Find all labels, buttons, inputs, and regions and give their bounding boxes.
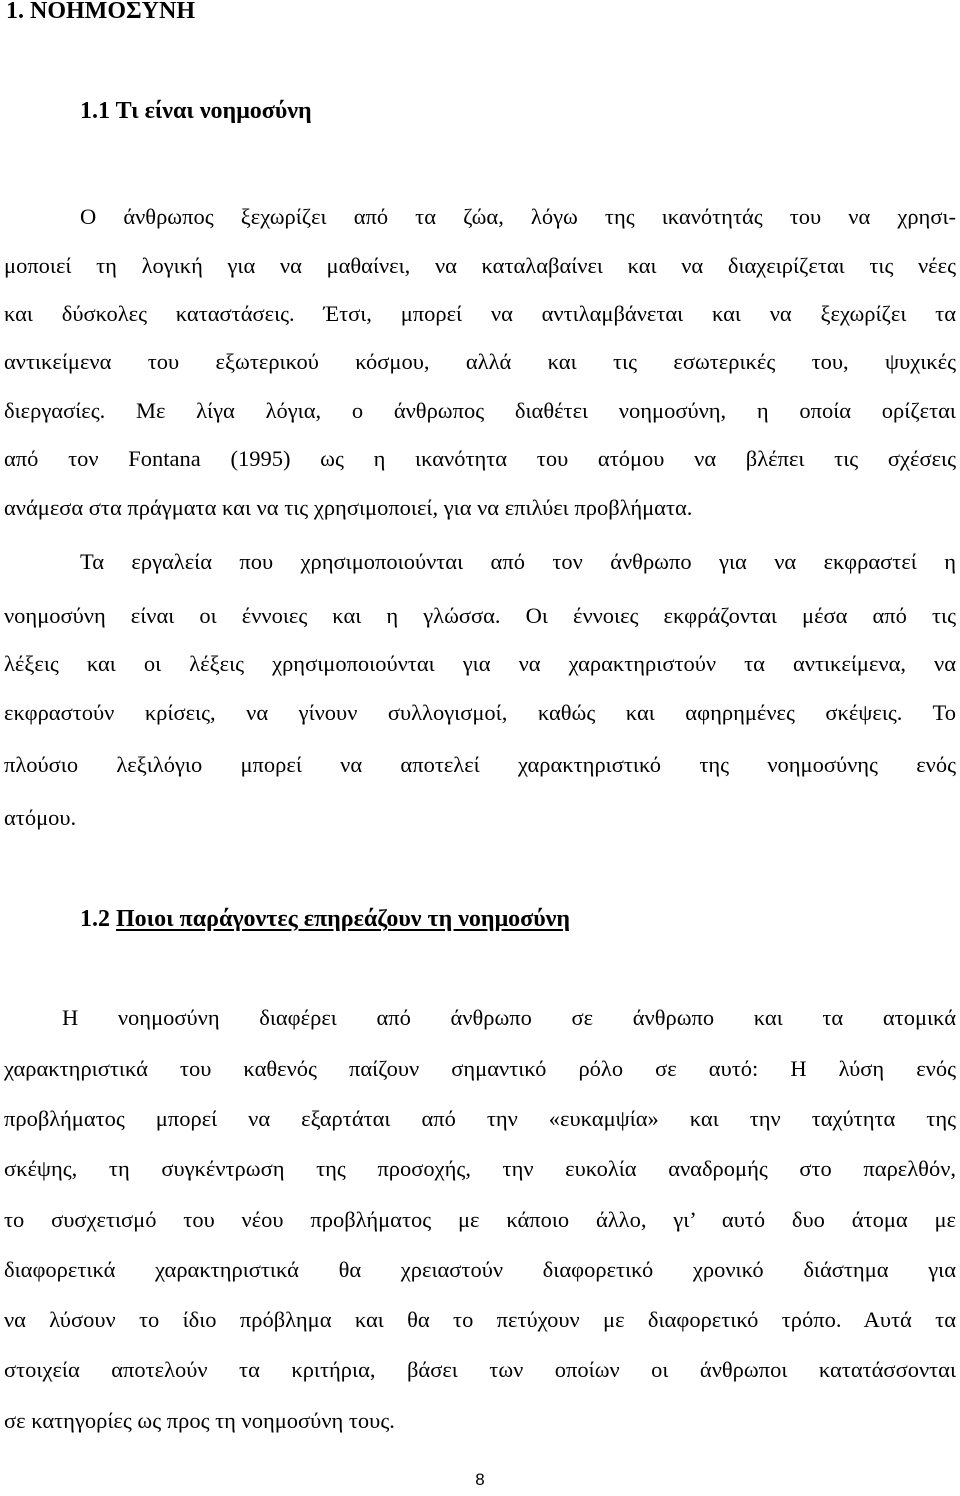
- body-line: χαρακτηριστικά του καθενός παίζουν σημαντικό ρόλο σε αυτό: Η λύση ενός: [4, 1056, 956, 1081]
- body-line: διεργασίες. Με λίγα λόγια, ο άνθρωπος διαθέτει νοημοσύνη, η οποία ορίζεται: [4, 398, 956, 423]
- body-line: από τον Fontana (1995) ως η ικανότητα του ατόμου να βλέπει τις σχέσεις: [4, 446, 956, 471]
- body-line: εκφραστούν κρίσεις, να γίνουν συλλογισμοί, καθώς και αφηρημένες σκέψεις. Το: [4, 700, 956, 725]
- body-line: και δύσκολες καταστάσεις. Έτσι, μπορεί να αντιλαμβάνεται και να ξεχωρίζει τα: [4, 301, 956, 326]
- body-line: Τα εργαλεία που χρησιμοποιούνται από τον άνθρωπο για να εκφραστεί η: [80, 549, 956, 574]
- body-line: νοημοσύνη είναι οι έννοιες και η γλώσσα. Οι έννοιες εκφράζονται μέσα από τις: [4, 603, 956, 628]
- body-line: να λύσουν το ίδιο πρόβλημα και θα το πετύχουν με διαφορετικό τρόπο. Αυτά τα: [4, 1307, 956, 1332]
- body-line: πλούσιο λεξιλόγιο μπορεί να αποτελεί χαρακτηριστικό της νοημοσύνης ενός: [4, 752, 956, 777]
- body-line: αντικείμενα του εξωτερικού κόσμου, αλλά και τις εσωτερικές του, ψυχικές: [4, 349, 956, 374]
- body-line: στοιχεία αποτελούν τα κριτήρια, βάσει των οποίων οι άνθρωποι κατατάσσονται: [4, 1357, 956, 1382]
- chapter-heading: 1. ΝΟΗΜΟΣΥΝΗ: [6, 0, 196, 24]
- body-line: Ο άνθρωπος ξεχωρίζει από τα ζώα, λόγω της ικανότητάς του να χρησι-: [80, 204, 956, 229]
- body-line: σε κατηγορίες ως προς τη νοημοσύνη τους.: [4, 1408, 395, 1433]
- section-2-heading-text: Ποιοι παράγοντες επηρεάζουν τη νοημοσύνη: [116, 906, 571, 932]
- body-line: μοποιεί τη λογική για να μαθαίνει, να καταλαβαίνει και να διαχειρίζεται τις νέες: [4, 253, 956, 278]
- section-2-heading: [80, 904, 570, 934]
- body-line: το συσχετισμό του νέου προβλήματος με κάποιο άλλο, γι’ αυτό δυο άτομα με: [4, 1207, 956, 1232]
- body-line: λέξεις και οι λέξεις χρησιμοποιούνται για να χαρακτηριστούν τα αντικείμενα, να: [4, 651, 956, 676]
- body-line: ανάμεσα στα πράγματα και να τις χρησιμοποιεί, για να επιλύει προβλήματα.: [4, 495, 693, 520]
- body-line: διαφορετικά χαρακτηριστικά θα χρειαστούν διαφορετικό χρονικό διάστημα για: [4, 1257, 956, 1282]
- section-2-heading-number: 1.2: [80, 906, 110, 932]
- body-line: Η νοημοσύνη διαφέρει από άνθρωπο σε άνθρωπο και τα ατομικά: [62, 1005, 956, 1030]
- body-line: σκέψης, τη συγκέντρωση της προσοχής, την ευκολία αναδρομής στο παρελθόν,: [4, 1156, 956, 1181]
- body-line: ατόμου.: [4, 805, 77, 830]
- body-line: προβλήματος μπορεί να εξαρτάται από την «ευκαμψία» και την ταχύτητα της: [4, 1106, 956, 1131]
- page-number: 8: [475, 1470, 485, 1489]
- section-1-heading: 1.1 Τι είναι νοημοσύνη: [80, 98, 312, 124]
